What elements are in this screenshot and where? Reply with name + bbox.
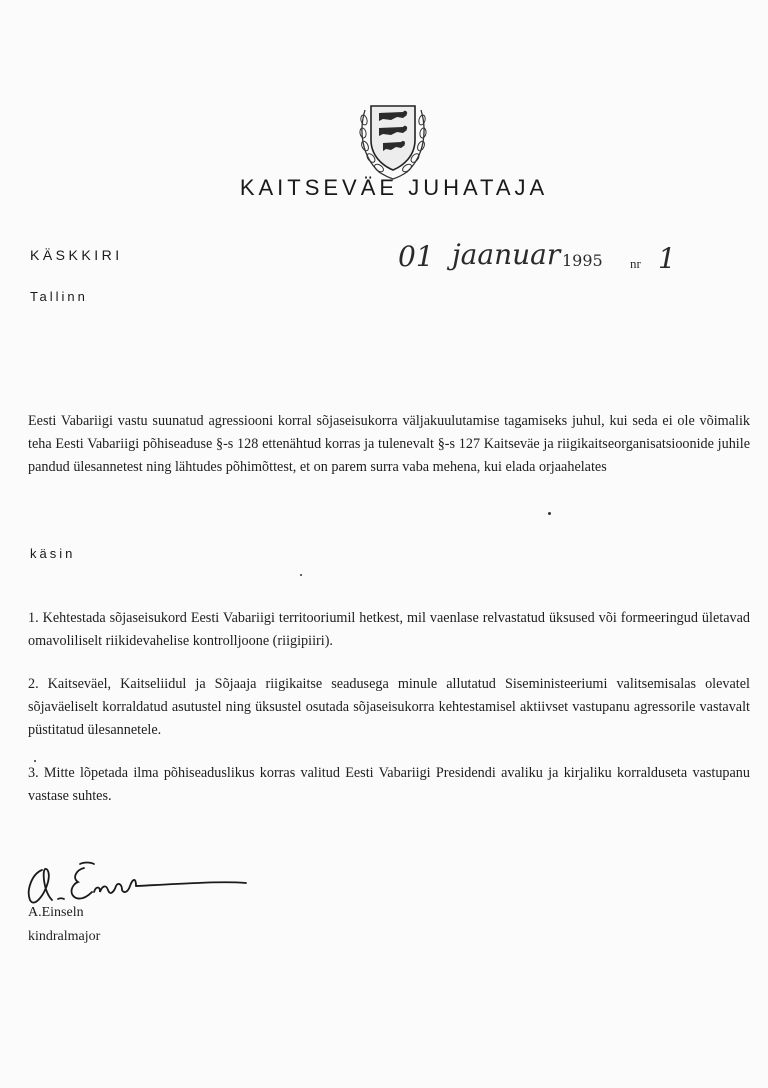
scan-speck <box>34 760 36 762</box>
order-point-2: 2. Kaitseväel, Kaitseliidul ja Sõjaaja riigikaitse seadusega minule allutatud Siseministeeriumi valitsemisalas olevatel sõjaväeliselt korraldatud asutustel ning üksustel osutada sõjaseisukorra kehtestamisel aktiivset vastupanu agressorile vastavalt püstitatud ülesannetele. <box>28 676 750 738</box>
handwritten-date <box>396 236 696 278</box>
order-point-1: 1. Kehtestada sõjaseisukord Eesti Vabariigi territooriumil hetkest, mil vaenlase relvastatud üksused või formeeringud ületavad omavoliliselt riikidevahelise kontrolljoone (riigipiiri). <box>28 610 750 649</box>
order-point-3: 3. Mitte lõpetada ilma põhiseaduslikus korras valitud Eesti Vabariigi Presidendi avaliku ja kirjaliku korralduseta vastupanu vastase suhtes. <box>28 765 750 804</box>
organization-title: KAITSEVÄE JUHATAJA <box>239 175 549 200</box>
signer-name: A.Einseln <box>28 905 84 920</box>
intro-paragraph: Eesti Vabariigi vastu suunatud agressiooni korral sõjaseisukorra väljakuulutamise tagamiseks juhul, kui seda ei ole võimalik teha Eesti Vabariigi põhiseaduse §-s 128 ettenähtud korras ja tulenevalt §-s 127 Kaitseväe ja riigikaitseorganisatsioonide juhile pandud ülesannetest ning lähtudes põhimõttest, et on parem surra vaba mehena, kui elada orjaahelates <box>28 413 750 475</box>
date-day: 01 <box>398 240 434 273</box>
coat-of-arms-icon <box>357 100 429 180</box>
date-month: jaanuar <box>452 238 561 271</box>
place-label: Tallinn <box>30 289 88 304</box>
signer-rank: kindralmajor <box>28 929 101 944</box>
date-number: 1 <box>658 242 676 275</box>
document-type-label: KÄSKKIRI <box>30 247 123 263</box>
scan-speck <box>548 512 551 515</box>
scan-speck <box>300 574 302 576</box>
date-year: 1995 <box>562 251 603 270</box>
date-nr-label: nr <box>630 256 641 271</box>
command-word: käsin <box>30 546 76 561</box>
